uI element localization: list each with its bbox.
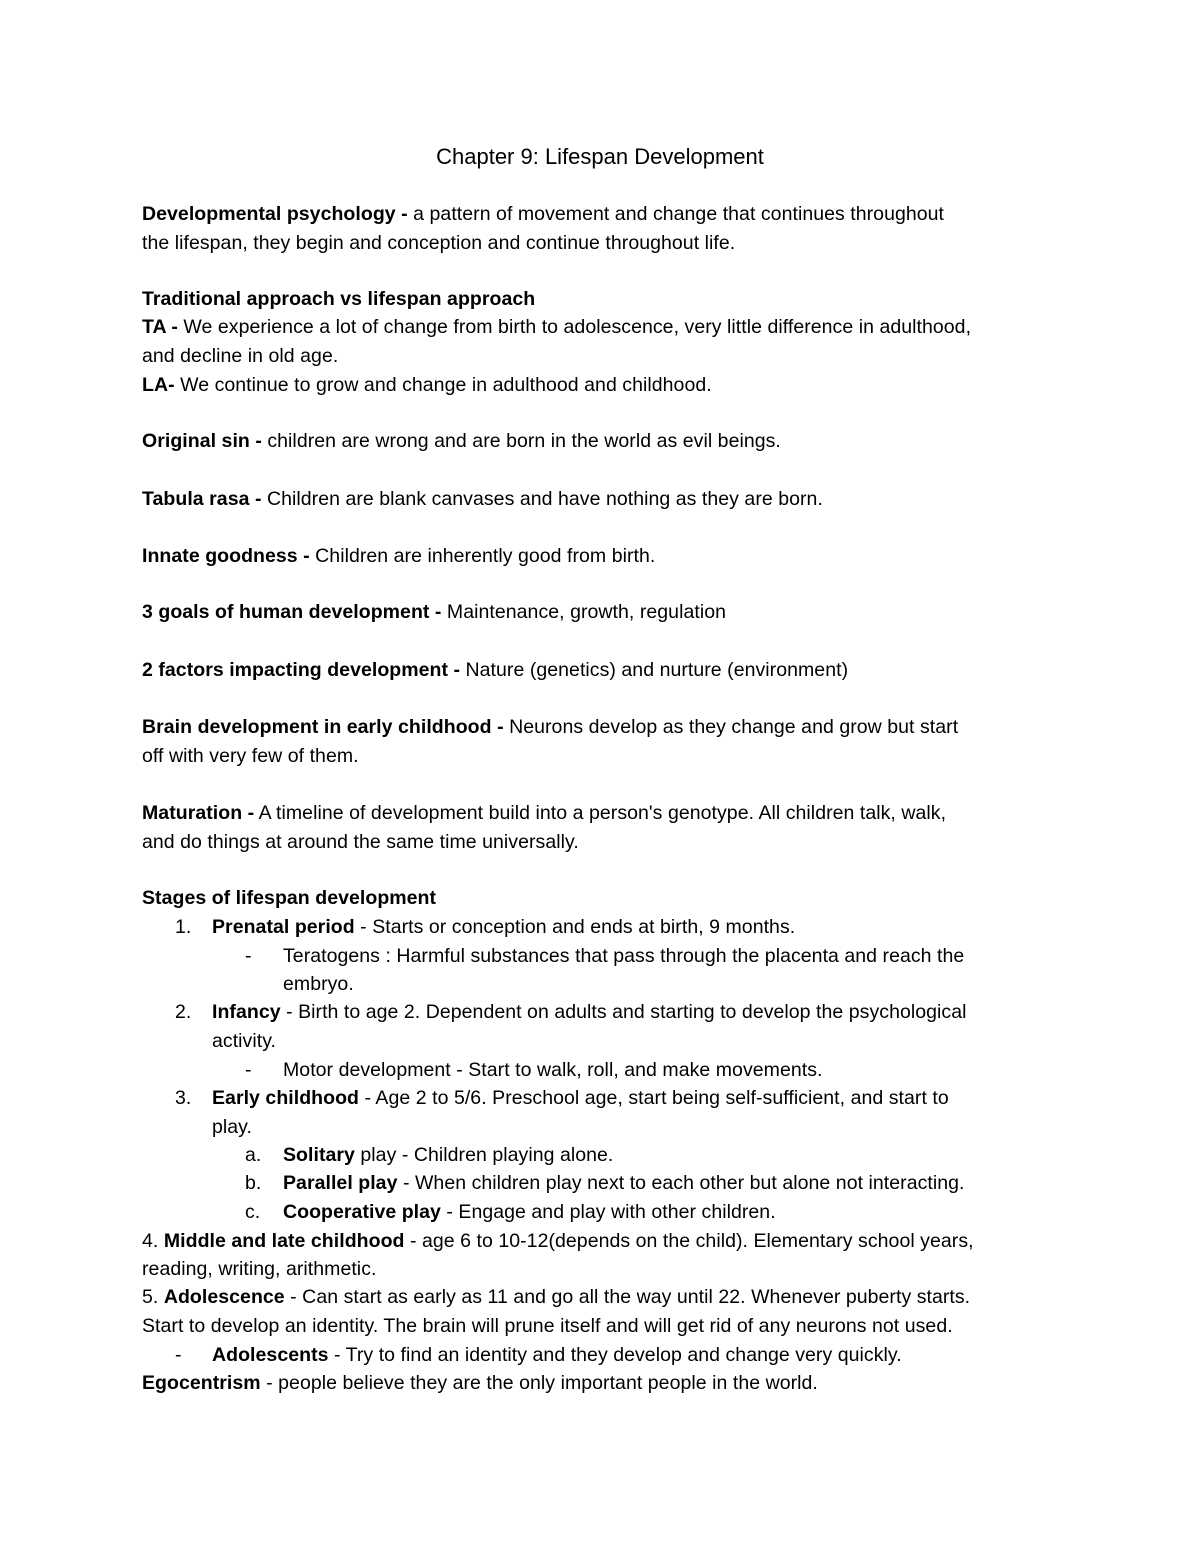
solitary-play-line: Solitary play - Children playing alone. bbox=[283, 1144, 614, 1166]
stage-prenatal: Prenatal period - Starts or conception and ends at birth, 9 months. bbox=[212, 916, 796, 938]
term-innate-goodness: Innate goodness - bbox=[142, 545, 310, 567]
stage-infancy-line-2: activity. bbox=[212, 1030, 277, 1052]
egocentrism-line: Egocentrism - people believe they are the only important people in the world. bbox=[142, 1372, 818, 1394]
list-number-1: 1. bbox=[175, 916, 192, 938]
definition-text: a pattern of movement and change that continues throughout bbox=[407, 203, 945, 225]
motor-development-line: Motor development - Start to walk, roll, and make movements. bbox=[283, 1059, 823, 1081]
innate-goodness-line: Innate goodness - Children are inherently good from birth. bbox=[142, 545, 656, 567]
stage-middle-childhood-line-2: reading, writing, arithmetic. bbox=[142, 1258, 377, 1280]
term-factors: 2 factors impacting development - bbox=[142, 659, 461, 681]
section-heading-stages: Stages of lifespan development bbox=[142, 887, 437, 909]
term-goals: 3 goals of human development - bbox=[142, 601, 442, 623]
bullet-dash: - bbox=[245, 945, 252, 967]
term-egocentrism: Egocentrism bbox=[142, 1372, 261, 1394]
teratogens-line-1: Teratogens : Harmful substances that pass through the placenta and reach the bbox=[283, 945, 965, 967]
list-letter-a: a. bbox=[245, 1144, 262, 1166]
adolescents-line: Adolescents - Try to find an identity and they develop and change very quickly. bbox=[212, 1344, 902, 1366]
term-ta: TA - bbox=[142, 316, 178, 338]
term-maturation: Maturation - bbox=[142, 802, 255, 824]
term-tabula-rasa: Tabula rasa - bbox=[142, 488, 262, 510]
page-title: Chapter 9: Lifespan Development bbox=[436, 144, 764, 169]
teratogens-line-2: embryo. bbox=[283, 973, 354, 995]
stage-early-childhood-line-1: Early childhood - Age 2 to 5/6. Preschool age, start being self-sufficient, and start to bbox=[212, 1087, 949, 1109]
list-number-3: 3. bbox=[175, 1087, 192, 1109]
cooperative-play-line: Cooperative play - Engage and play with other children. bbox=[283, 1201, 776, 1223]
tabula-rasa-line: Tabula rasa - Children are blank canvases and have nothing as they are born. bbox=[142, 488, 823, 510]
term-la: LA- bbox=[142, 374, 175, 396]
goals-line: 3 goals of human development - Maintenance, growth, regulation bbox=[142, 601, 726, 623]
term-brain-development: Brain development in early childhood - bbox=[142, 716, 504, 738]
ta-line-2: and decline in old age. bbox=[142, 345, 339, 367]
stage-middle-childhood-line-1: 4. Middle and late childhood - age 6 to 10-12(depends on the child). Elementary school years, bbox=[142, 1230, 974, 1252]
bullet-dash: - bbox=[175, 1344, 182, 1366]
dev-psych-line-1 bbox=[142, 200, 944, 229]
bullet-dash: - bbox=[245, 1059, 252, 1081]
brain-line-1: Brain development in early childhood - Neurons develop as they change and grow but start bbox=[142, 716, 959, 738]
factors-line: 2 factors impacting development - Nature (genetics) and nurture (environment) bbox=[142, 659, 849, 681]
la-line: LA- We continue to grow and change in adulthood and childhood. bbox=[142, 374, 712, 396]
dev-psych-line-2: the lifespan, they begin and conception and continue throughout life. bbox=[142, 232, 736, 254]
original-sin-line: Original sin - children are wrong and are born in the world as evil beings. bbox=[142, 430, 781, 452]
brain-line-2: off with very few of them. bbox=[142, 745, 359, 767]
maturation-line-2: and do things at around the same time universally. bbox=[142, 831, 579, 853]
maturation-line-1: Maturation - A timeline of development build into a person's genotype. All children talk, walk, bbox=[142, 802, 947, 824]
term-original-sin: Original sin - bbox=[142, 430, 262, 452]
stage-early-childhood-line-2: play. bbox=[212, 1116, 252, 1138]
parallel-play-line: Parallel play - When children play next to each other but alone not interacting. bbox=[283, 1172, 965, 1194]
list-letter-b: b. bbox=[245, 1172, 262, 1194]
section-heading-approaches: Traditional approach vs lifespan approach bbox=[142, 288, 536, 310]
stage-infancy-line-1: Infancy - Birth to age 2. Dependent on adults and starting to develop the psychological bbox=[212, 1001, 967, 1023]
term-developmental-psychology: Developmental psychology - bbox=[142, 203, 408, 225]
stage-adolescence-line-1: 5. Adolescence - Can start as early as 11 and go all the way until 22. Whenever puberty starts. bbox=[142, 1286, 971, 1308]
stage-adolescence-line-2: Start to develop an identity. The brain will prune itself and will get rid of any neurons not used. bbox=[142, 1315, 953, 1337]
ta-line-1: TA - We experience a lot of change from birth to adolescence, very little difference in adulthood, bbox=[142, 316, 972, 338]
list-number-2: 2. bbox=[175, 1001, 192, 1023]
list-letter-c: c. bbox=[245, 1201, 261, 1223]
